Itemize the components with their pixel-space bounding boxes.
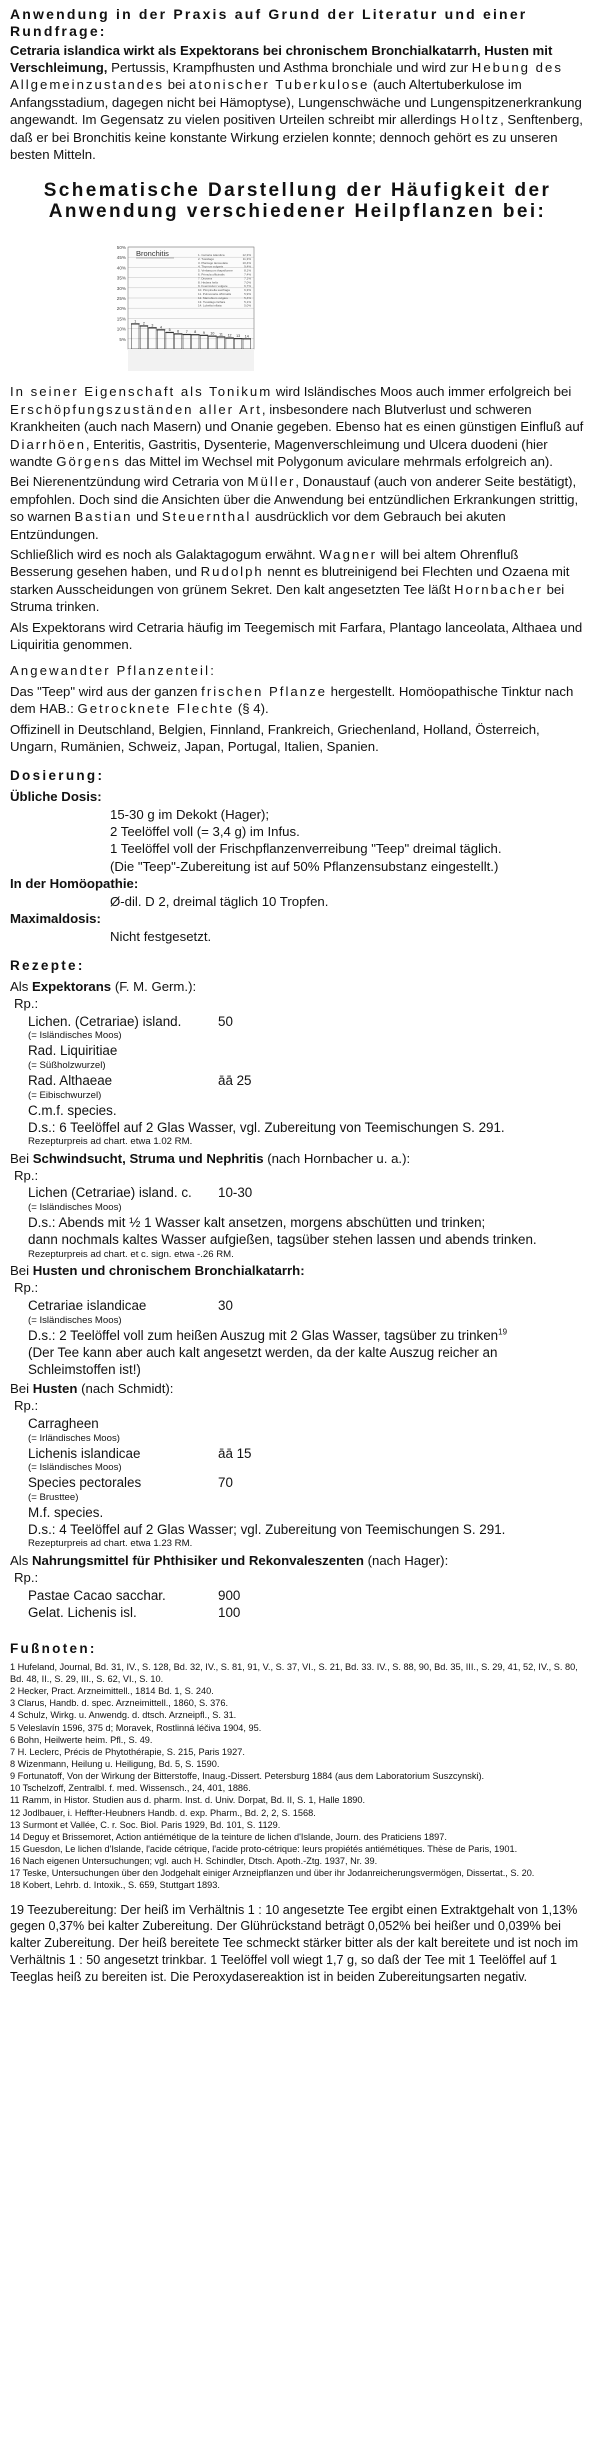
chart-y-tick-label: 15%	[116, 316, 126, 322]
recipe-instruction: D.s.: 2 Teelöffel voll zum heißen Auszug mit 2 Glas Wasser, tagsüber zu trinken$^{19}$	[28, 1327, 508, 1343]
reference-item: 10 Tschelzoff, Zentralbl. f. med. Wissensch., 24, 401, 1886.	[10, 1783, 251, 1794]
chart-legend-value: 7,1%	[244, 276, 251, 281]
ingredient-row: Lichen. (Cetrariae) island. 50	[28, 1013, 233, 1029]
chart-y-tick-label: 30%	[116, 286, 126, 292]
footnote-ref[interactable]: 19	[498, 1327, 508, 1337]
ingredient-synonym: (= Brusttee)	[28, 1492, 79, 1504]
chart-y-tick-label: 35%	[116, 275, 126, 281]
chart-legend-entry: 8. Hedera helix	[198, 280, 219, 285]
chart-bar-number: 6	[177, 329, 180, 334]
chart-bar-number: 13	[236, 334, 241, 339]
max-dose-label: Maximaldosis:	[10, 911, 101, 927]
usual-dose-line: (Die "Teep"-Zubereitung ist auf 50% Pflanzensubstanz eingestellt.)	[110, 858, 499, 874]
ingredient-row: Lichenis islandicae āā 15	[28, 1445, 252, 1461]
intro-paragraph: Cetraria islandica wirkt als Expektorans bei chronischem Bronchialkatarrh, Husten mit Verschleimung, Pertussis, Krampfhusten und Asthma bronchiale und wird zur Hebung des Allgemeinzustandes bei atonischer Tuberkulose (auch Altertuberkulose im Anfangsstadium, dagegen nicht bei Hämoptyse), Lungenschwäche und Lungenspitzenerkrankung angewandt. Im Gegensatz zu vielen positiven Urteilen schreibt mir allerdings Holtz, Senftenberg, daß er bei Bronchitis keine konstante Wirkung erzielen konnte; dennoch gehört es zu unseren besten Mitteln.	[10, 42, 583, 163]
ingredient-synonym: (= Irländisches Moos)	[28, 1432, 120, 1444]
tonikum-paragraph: In seiner Eigenschaft als Tonikum wird Isländisches Moos auch immer erfolgreich bei Erschöpfungszuständen aller Art, insbesondere nach Blutverlust und schweren Krankheiten (auch nach Masern) und Onanie gegeben. Ebenso hat es einen günstigen Einfluß auf Diarrhöen, Enteritis, Gastritis, Dysenterie, Magenverschleimung und Ulcera duodeni (hier wandte Görgens das Mittel im Wechsel mit Polygonum aviculare mehrmals erfolgreich an).	[10, 384, 584, 469]
section-heading-anwendung: Anwendung in der Praxis auf Grund der Literatur und einer Rundfrage:	[10, 6, 528, 39]
reference-item: 4 Schulz, Wirkg. u. Anwendg. d. dtsch. Arzneipfl., S. 31.	[10, 1710, 237, 1721]
chart-legend-entry: 12. Marrubium vulgare	[198, 296, 229, 301]
chart-bar-number: 11	[219, 332, 223, 337]
chart-legend-value: 5,0%	[244, 303, 251, 308]
chart-bar-number: 14	[244, 334, 249, 339]
chart-y-tick-label: 10%	[116, 326, 126, 332]
recipe-instruction: C.m.f. species.	[28, 1102, 117, 1118]
chart-legend-value: 8,1%	[244, 268, 251, 273]
rezepte-heading: Rezepte:	[10, 958, 85, 974]
chart-y-tick-label: 50%	[116, 245, 126, 251]
ingredient-row: Rad. Althaeae āā 25	[28, 1073, 252, 1089]
rp-label: Rp.:	[14, 1168, 39, 1184]
reference-list	[10, 1661, 585, 1892]
usual-dose-row	[10, 788, 585, 805]
chart-legend-value: 9,4%	[244, 264, 251, 269]
ingredient-synonym: (= Isländisches Moos)	[28, 1030, 122, 1042]
chart-bar-number: 10	[210, 331, 215, 336]
chart-legend-value: 5,9%	[244, 292, 251, 297]
chart-bar-number: 12	[227, 333, 232, 338]
chart-legend-entry: 14. Lobelia inflata	[198, 303, 222, 308]
rp-label: Rp.:	[14, 996, 39, 1012]
chart-legend-value: 12,3%	[242, 253, 251, 258]
chart-legend-value: 10,4%	[242, 261, 251, 266]
galaktagogum-paragraph: Schließlich wird es noch als Galaktagogum erwähnt. Wagner will bei altem Ohrenfluß Besserung gesehen haben, und Rudolph nennt es blutreinigend bei Flechten und Ozaena mit starken Ausscheidungen von grünem Sekret. Den kalt angesetzten Tee läßt Hornbacher bei Struma trinken.	[10, 547, 570, 615]
reference-item: 3 Clarus, Handb. d. spec. Arzneimittell., 1860, S. 376.	[10, 1698, 229, 1709]
ingredient-synonym: (= Eibischwurzel)	[28, 1089, 102, 1101]
recipe-price: Rezepturpreis ad chart. etwa 1.02 RM.	[28, 1136, 193, 1148]
ingredient-row: Species pectorales 70	[28, 1475, 233, 1491]
rp-label: Rp.:	[14, 1280, 39, 1296]
chart-legend-entry: 9. Foeniculum vulgare	[198, 284, 228, 289]
usual-dose-line: 1 Teelöffel voll der Frischpflanzenverreibung "Teep" dreimal täglich.	[110, 841, 502, 857]
ingredient-synonym: (= Isländisches Moos)	[28, 1202, 122, 1214]
reference-item: 17 Teske, Untersuchungen über den Jodgehalt einiger Arzneipflanzen und über ihr Jodanreicherungsvermögen, Dissertat., S. 20.	[10, 1868, 535, 1879]
chart-legend-value: 11,3%	[242, 257, 251, 262]
footnote-19: 19 Teezubereitung: Der heiß im Verhältnis 1 : 10 angesetzte Tee ergibt einen Extraktgehalt von 1,13% gegen 0,37% bei kalter Zubereitung. Der Glührückstand beträgt 0,052% bei heißer und 0,039% bei kalter Zubereitung. Der heiß bereitete Tee schmeckt stärker bitter als der kalt bereitete und ist noch im Verhältnis 1 : 50 angesetzt trinkbar. 1 Teelöffel voll wiegt 1,7 g, so daß der Tee mit 1 Teelöffel auf 1 Teeglas heiß zu bereiten ist. Die Peroxydasereaktion ist in beiden Zubereitungsarten negativ.	[10, 1902, 579, 1985]
reference-item: 11 Ramm, in Histor. Studien aus d. pharm. Inst. d. Univ. Dorpat, Bd. II, S. 1, Halle 1890.	[10, 1795, 366, 1806]
reference-item: 1 Hufeland, Journal, Bd. 31, IV., S. 128, Bd. 32, IV., S. 81, 91, V., S. 37, VI., S. 21, Bd. 33. IV., S. 88, 90, Bd. 35, III., S. 29, 41, 52, IV., S. 80, Bd. 48, II., S. 29, III., S. 62, VI., S. 10.	[10, 1661, 578, 1685]
chart-legend-entry: 1. Cetraria islandica	[198, 253, 225, 258]
chart-legend-entry: 4. Thymus vulgaris	[198, 264, 224, 269]
reference-item: 15 Guesdon, Le lichen d'Islande, l'acide cétrique, l'acide proto-cétrique: leurs propiétés antiémétiques. Thèse de Paris, 1901.	[10, 1844, 518, 1854]
chart-legend-entry: 3. Plantago lanceolata	[198, 261, 228, 266]
chart-bar-number: 7	[185, 330, 188, 335]
dosierung-heading: Dosierung:	[10, 768, 105, 784]
recipe-instruction: D.s.: 4 Teelöffel auf 2 Glas Wasser; vgl. Zubereitung von Teemischungen S. 291.	[28, 1522, 506, 1538]
ingredient-row: Cetrariae islandicae 30	[28, 1297, 233, 1313]
rp-label: Rp.:	[14, 1570, 39, 1586]
recipe-heading: Bei Husten und chronischem Bronchialkatarrh:	[10, 1263, 305, 1279]
chart-legend-entry: 11. Pulmonaria officinalis	[198, 292, 232, 297]
recipe-instruction: dann nochmals kaltes Wasser aufgießen, tagsüber stehen lassen und abends trinken.	[28, 1232, 537, 1248]
fussnoten-heading: Fußnoten:	[10, 1641, 97, 1657]
recipe-heading: Bei Husten (nach Schmidt):	[10, 1381, 174, 1397]
chart-y-tick-label: 25%	[116, 296, 126, 302]
teep-paragraph: Das "Teep" wird aus der ganzen frischen Pflanze hergestellt. Homöopathische Tinktur nach dem HAB.: Getrocknete Flechte (§ 4).	[10, 683, 574, 717]
recipe-heading: Als Expektorans (F. M. Germ.):	[10, 978, 197, 994]
homoeo-label: In der Homöopathie:	[10, 876, 139, 892]
rp-label: Rp.:	[14, 1398, 39, 1414]
chart-legend-value: 5,4%	[244, 296, 251, 301]
chart-y-tick-label: 40%	[116, 265, 126, 271]
ingredient-row: Gelat. Lichenis isl. 100	[28, 1605, 241, 1621]
chart-y-tick-label: 5%	[119, 337, 126, 343]
chart-bar-number: 4	[160, 325, 162, 330]
reference-item: 14 Deguy et Brissemoret, Action antiémétique de la teinture de lichen d'Islande, Journ. des Praticiens 1897.	[10, 1831, 447, 1842]
chart-legend-entry: 7. Drosera	[198, 276, 213, 281]
chart-legend-entry: 5. Verbascum thapsiforme	[198, 268, 233, 273]
reference-item: 7 H. Leclerc, Précis de Phytothérapie, S. 215, Paris 1927.	[10, 1746, 245, 1757]
chart-y-tick-label: 45%	[116, 255, 126, 261]
recipe-price: Rezepturpreis ad chart. etwa 1.23 RM.	[28, 1538, 193, 1550]
chart-legend-value: 7,4%	[244, 272, 251, 277]
usual-dose-values	[10, 806, 585, 876]
chart-bar-number: 3	[151, 323, 154, 328]
bronchitis-chart-svg	[106, 229, 258, 377]
chart-legend-entry: 2. Tussilago	[198, 257, 215, 262]
reference-item: 13 Surmont et Vallée, C. r. Soc. Biol. Paris 1929, Bd. 101, S. 1129.	[10, 1819, 281, 1830]
chart-bottom-band	[128, 349, 254, 371]
reference-item: 18 Kobert, Lehrb. d. Intoxik., S. 659, Stuttgart 1893.	[10, 1880, 220, 1891]
chart-legend-value: 6,3%	[244, 288, 251, 293]
bronchitis-chart	[106, 229, 258, 377]
recipe-heading: Bei Schwindsucht, Struma und Nephritis (nach Hornbacher u. a.):	[10, 1150, 411, 1166]
max-dose-value: Nicht festgesetzt.	[110, 928, 212, 944]
reference-item: 2 Hecker, Pract. Arzneimittell., 1814 Bd. 1, S. 240.	[10, 1686, 214, 1697]
reference-item: 5 Veleslavín 1596, 375 d; Moravek, Rostlinná léčiva 1904, 95.	[10, 1722, 262, 1733]
recipe-price: Rezepturpreis ad chart. et c. sign. etwa -.26 RM.	[28, 1248, 234, 1260]
chart-legend-entry: 13. Tussilago farfara	[198, 300, 226, 305]
offizinell-paragraph: Offizinell in Deutschland, Belgien, Finnland, Frankreich, Griechenland, Holland, Österreich, Ungarn, Rumänien, Schweiz, Japan, Portugal, Italien, Spanien.	[10, 721, 540, 754]
chart-legend-entry: 6. Primula officinalis	[198, 272, 225, 277]
chart-legend-value: 7,0%	[244, 280, 251, 285]
chart-bar-number: 2	[142, 321, 145, 326]
reference-item: 9 Fortunatoff, Von der Wirkung der Bitterstoffe, Inaug.-Dissert. Petersburg 1884 (aus dem Laboratorium Suszcynski).	[10, 1771, 485, 1782]
reference-item: 16 Nach eigenen Untersuchungen; vgl. auch H. Schindler, Dtsch. Apoth.-Ztg. 1937, Nr. 39.	[10, 1856, 378, 1867]
chart-bar-number: 8	[194, 330, 197, 335]
usual-dose-line: 15-30 g im Dekokt (Hager);	[110, 806, 270, 822]
reference-item: 8 Wizenmann, Heilung u. Heiligung, Bd. 5, S. 1590.	[10, 1759, 220, 1770]
ingredient-row: Carragheen	[28, 1415, 99, 1431]
chart-bar-number: 9	[202, 331, 205, 336]
chart-legend-value: 5,1%	[244, 300, 251, 305]
homoeo-value: Ø-dil. D 2, dreimal täglich 10 Tropfen.	[110, 893, 329, 909]
ingredient-synonym: (= Isländisches Moos)	[28, 1314, 122, 1326]
usual-dose-line: 2 Teelöffel voll (= 3,4 g) im Infus.	[110, 824, 300, 840]
usual-dose-label: Übliche Dosis:	[10, 789, 102, 805]
chart-title: Bronchitis	[136, 249, 169, 259]
schematic-heading: Schematische Darstellung der Häufigkeit der Anwendung verschiedener Heilpflanzen bei:	[43, 179, 552, 223]
chart-bar-number: 1	[134, 319, 137, 324]
ingredient-synonym: (= Isländisches Moos)	[28, 1462, 122, 1474]
ingredient-row: Lichen (Cetrariae) island. c. 10-30	[28, 1185, 253, 1201]
reference-item: 6 Bohn, Heilwerte heim. Pfl., S. 49.	[10, 1734, 153, 1745]
recipe-heading: Als Nahrungsmittel für Phthisiker und Rekonvaleszenten (nach Hager):	[10, 1552, 449, 1568]
ingredient-row: Rad. Liquiritiae	[28, 1043, 118, 1059]
recipe-note: (Der Tee kann aber auch kalt angesetzt werden, da der kalte Auszug reicher an Schleimstoffen ist!)	[28, 1344, 498, 1377]
ingredient-row: Pastae Cacao sacchar. 900	[28, 1587, 241, 1603]
chart-y-tick-label: 20%	[116, 306, 126, 312]
chart-legend-entry: 10. Pimpinella saxifraga	[198, 288, 230, 293]
reference-item: 12 Jodlbauer, i. Heffter-Heubners Handb. d. exp. Pharm., Bd. 2, 2, S. 1568.	[10, 1807, 316, 1818]
recipe-instruction: D.s.: 6 Teelöffel auf 2 Glas Wasser, vgl. Zubereitung von Teemischungen S. 291.	[28, 1119, 505, 1135]
chart-legend-value: 6,7%	[244, 284, 251, 289]
chart-bar-number: 5	[168, 328, 171, 333]
recipe-instruction: D.s.: Abends mit ½ 1 Wasser kalt ansetzen, morgens abschütten und trinken;	[28, 1215, 486, 1231]
ingredient-synonym: (= Süßholzwurzel)	[28, 1060, 106, 1072]
recipe-instruction: M.f. species.	[28, 1505, 104, 1521]
expektorans-paragraph: Als Expektorans wird Cetraria häufig im Teegemisch mit Farfara, Plantago lanceolata, Althaea und Liquiritia genommen.	[10, 619, 583, 653]
pflanzenteil-heading: Angewandter Pflanzenteil:	[10, 662, 217, 678]
nieren-paragraph: Bei Nierenentzündung wird Cetraria von Müller, Donaustauf (auch von anderer Seite bestätigt), empfohlen. Doch sind die Ansichten über die Anwendung bei entzündlichen Erkrankungen strittig, so warnen Bastian und Steuernthal ausdrücklich vor dem Gebrauch bei akuten Entzündungen.	[10, 474, 579, 542]
